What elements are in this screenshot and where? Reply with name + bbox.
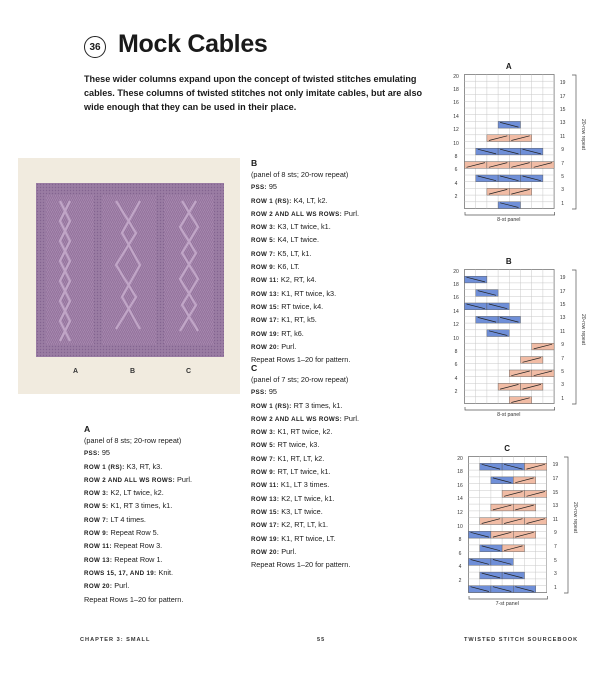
instruction-text: Purl.	[279, 546, 297, 556]
instruction-line	[251, 466, 359, 479]
ws-row-number: 14	[453, 113, 459, 120]
instruction-line	[251, 479, 359, 492]
right-twist-symbol	[465, 303, 487, 310]
instruction-text: Purl.	[342, 208, 360, 218]
instruction-line	[84, 447, 192, 460]
left-twist-symbol	[465, 162, 487, 169]
chart-letter: B	[505, 257, 512, 266]
right-twist-symbol	[480, 545, 502, 552]
ws-row-number: 8	[454, 153, 458, 160]
instruction-text: B	[251, 158, 258, 168]
left-twist-symbol	[509, 397, 531, 404]
rs-row-number: 9	[561, 147, 564, 154]
instruction-label: ROW 1 (RS):	[251, 402, 292, 410]
rs-row-number: 5	[561, 369, 564, 375]
instruction-label: ROW 9:	[84, 530, 109, 538]
instruction-line	[251, 195, 359, 208]
rs-row-number: 13	[559, 315, 566, 322]
instruction-label: ROW 15:	[251, 508, 280, 516]
instruction-line	[251, 400, 359, 413]
instruction-line	[251, 208, 359, 221]
instruction-line	[251, 386, 359, 399]
rs-row-number: 11	[559, 133, 566, 140]
rs-row-number: 19	[552, 462, 559, 469]
ws-row-number: 18	[453, 86, 459, 93]
instruction-text: RT 3 times, k1.	[291, 400, 343, 410]
chart-grid	[464, 74, 555, 209]
instruction-line	[251, 221, 359, 234]
instruction-label: ROW 15:	[251, 303, 280, 311]
right-twist-symbol	[513, 586, 535, 593]
instruction-line	[251, 493, 359, 506]
instruction-text: K5, LT, k1.	[275, 248, 312, 258]
instruction-line	[84, 461, 192, 474]
left-twist-symbol	[525, 491, 547, 498]
right-twist-symbol	[487, 330, 509, 337]
footer-chapter: CHAPTER 3: SMALL	[80, 637, 151, 643]
instruction-text: K1, RT 3 times, k1.	[108, 501, 173, 511]
right-twist-symbol	[476, 316, 498, 323]
left-twist-symbol	[513, 531, 535, 538]
instruction-line	[251, 439, 359, 452]
ws-row-number: 16	[457, 482, 463, 489]
rs-row-number: 9	[561, 342, 564, 349]
instruction-label: ROW 2 AND ALL WS ROWS:	[251, 210, 342, 218]
ws-row-number: 4	[454, 375, 458, 382]
instruction-line	[84, 514, 192, 527]
instruction-label: ROW 5:	[251, 442, 276, 450]
right-twist-symbol	[469, 586, 491, 593]
left-twist-symbol	[513, 477, 535, 484]
instruction-line	[84, 594, 192, 606]
repeat-bracket	[572, 269, 580, 405]
instruction-text: (panel of 8 sts; 20-row repeat)	[251, 170, 349, 179]
instruction-label: ROW 20:	[251, 343, 280, 351]
instruction-label: ROW 13:	[84, 556, 113, 564]
chart-letter: C	[504, 444, 511, 453]
rs-row-number: 17	[552, 475, 559, 482]
right-twist-symbol	[498, 202, 520, 209]
pattern-number-badge: 36	[84, 36, 106, 58]
instruction-line	[84, 435, 192, 447]
ws-row-number: 2	[454, 389, 458, 396]
ws-row-number: 12	[453, 322, 459, 329]
instruction-label: ROW 17:	[251, 522, 280, 530]
rs-row-number: 7	[561, 355, 564, 362]
instruction-line	[251, 181, 359, 194]
repeat-label: 20-row repeat	[572, 502, 579, 533]
instruction-text: Repeat Rows 1–20 for pattern.	[251, 560, 351, 570]
rs-row-number: 7	[554, 543, 557, 550]
ws-row-number: 8	[454, 348, 458, 355]
instruction-text: Purl.	[342, 413, 360, 423]
instruction-label: ROW 20:	[84, 583, 113, 591]
rs-row-number: 3	[561, 187, 564, 194]
instruction-text: (panel of 7 sts; 20-row repeat)	[251, 375, 349, 384]
rs-row-number: 3	[554, 571, 557, 578]
instruction-text: K4, LT, k2.	[291, 195, 328, 205]
instruction-line	[251, 559, 359, 571]
instruction-text: Repeat Row 5.	[108, 528, 159, 538]
left-twist-symbol	[532, 343, 554, 350]
instruction-text: 95	[266, 387, 277, 397]
instruction-label: ROW 7:	[251, 455, 276, 463]
instruction-line	[84, 567, 192, 580]
instruction-label: ROW 11:	[251, 482, 279, 490]
page-title: Mock Cables	[118, 30, 268, 58]
ws-row-number: 6	[454, 362, 458, 369]
instruction-label: ROW 3:	[251, 429, 276, 437]
instruction-text: Purl.	[279, 341, 297, 351]
ws-row-number: 18	[457, 469, 463, 476]
instruction-text: K2, LT twice, k2.	[108, 488, 164, 498]
instruction-line	[251, 426, 359, 439]
instruction-text: Repeat Rows 1–20 for pattern.	[251, 355, 351, 365]
swatch-label-c: C	[186, 368, 192, 375]
right-twist-symbol	[498, 121, 520, 128]
instruction-label: ROW 20:	[251, 548, 280, 556]
instruction-line	[251, 157, 359, 169]
instruction-line	[251, 234, 359, 247]
rs-row-number: 5	[554, 557, 557, 564]
instruction-label: ROW 3:	[251, 224, 276, 232]
rs-row-number: 15	[559, 107, 566, 113]
instruction-line	[251, 506, 359, 519]
instruction-line	[251, 546, 359, 559]
instruction-text: K3, LT twice.	[279, 506, 323, 516]
left-twist-symbol	[487, 135, 509, 142]
instruction-text: K1, RT, k5.	[279, 315, 317, 325]
instruction-text: RT, k6.	[279, 328, 304, 338]
instruction-line	[84, 540, 192, 553]
left-twist-symbol	[513, 504, 535, 511]
instruction-label: PSS:	[251, 184, 267, 192]
ws-row-number: 10	[457, 523, 463, 530]
intro-paragraph: These wider columns expand upon the concept of twisted stitches emulating cables. These columns of twisted stitches not only imitate cables, but are also wide enough that they can be used in their place.	[84, 74, 423, 112]
ws-row-number: 14	[457, 496, 463, 503]
right-twist-symbol	[476, 148, 498, 155]
instruction-line	[251, 328, 359, 341]
instruction-text: K6, LT.	[275, 262, 300, 272]
left-twist-symbol	[532, 162, 554, 169]
right-twist-symbol	[469, 559, 491, 566]
rs-row-number: 17	[559, 93, 566, 100]
instruction-text: RT, LT twice, k1.	[275, 467, 331, 477]
instruction-line	[84, 527, 192, 540]
right-twist-symbol	[521, 148, 543, 155]
ws-row-number: 10	[453, 140, 459, 147]
left-twist-symbol	[487, 162, 509, 169]
instruction-line	[251, 301, 359, 314]
rs-row-number: 13	[559, 120, 566, 127]
instruction-text: K2, RT, LT, k1.	[279, 520, 329, 530]
left-twist-symbol	[502, 518, 524, 525]
instruction-line	[84, 554, 192, 567]
repeat-label: 20-row repeat	[579, 314, 586, 345]
instruction-text: 95	[99, 448, 110, 458]
instruction-label: ROW 11:	[84, 543, 112, 551]
instruction-line	[251, 274, 359, 287]
right-twist-symbol	[480, 463, 502, 470]
instruction-label: ROW 5:	[84, 503, 109, 511]
chart-grid	[464, 269, 555, 404]
right-twist-symbol	[502, 463, 524, 470]
instruction-label: ROW 7:	[251, 250, 276, 258]
right-twist-symbol	[480, 572, 502, 579]
knitted-swatch-image	[36, 183, 224, 357]
pattern-a-instructions	[84, 423, 192, 606]
instruction-label: ROW 2 AND ALL WS ROWS:	[251, 415, 342, 423]
ws-row-number: 18	[453, 281, 459, 288]
instruction-text: K1, RT twice, k2.	[275, 427, 333, 437]
instruction-label: PSS:	[84, 450, 100, 458]
instruction-line	[251, 533, 359, 546]
instruction-text: 95	[266, 182, 277, 192]
instruction-text: LT 4 times.	[108, 514, 146, 524]
instruction-line	[84, 580, 192, 593]
instruction-text: Repeat Row 3.	[111, 541, 163, 551]
rs-row-number: 15	[552, 489, 559, 496]
instruction-label: ROW 9:	[251, 264, 276, 272]
instruction-label: ROW 1 (RS):	[84, 463, 125, 471]
right-twist-symbol	[487, 303, 509, 310]
instruction-label: ROW 13:	[251, 290, 280, 298]
instruction-label: ROW 3:	[84, 490, 109, 498]
rs-row-number: 15	[559, 302, 566, 308]
left-twist-symbol	[487, 188, 509, 195]
instruction-text: K2, LT twice, k1.	[279, 493, 335, 503]
left-twist-symbol	[525, 518, 547, 525]
instruction-line	[251, 169, 359, 181]
instruction-line	[84, 423, 192, 435]
instruction-text: Purl.	[175, 474, 193, 484]
right-twist-symbol	[498, 316, 520, 323]
ws-row-number: 12	[453, 127, 459, 134]
right-twist-symbol	[476, 290, 498, 297]
right-twist-symbol	[498, 175, 520, 182]
instruction-label: ROWS 15, 17, AND 19:	[84, 569, 157, 577]
left-twist-symbol	[491, 531, 513, 538]
ws-row-number: 10	[453, 335, 459, 342]
left-twist-symbol	[521, 383, 543, 390]
rs-row-number: 1	[561, 395, 564, 402]
panel-label: 8-st panel	[497, 217, 521, 223]
ws-row-number: 20	[453, 268, 459, 275]
instruction-line	[251, 248, 359, 261]
left-twist-symbol	[509, 162, 531, 169]
instruction-text: Knit.	[156, 567, 174, 577]
right-twist-symbol	[521, 175, 543, 182]
left-twist-symbol	[502, 491, 524, 498]
ws-row-number: 16	[453, 295, 459, 302]
right-twist-symbol	[469, 531, 491, 538]
rs-row-number: 17	[559, 288, 566, 295]
rs-row-number: 3	[561, 382, 564, 389]
swatch-label-b: B	[130, 368, 136, 375]
ws-row-number: 20	[453, 73, 459, 80]
instruction-line	[251, 362, 359, 374]
instruction-text: K3, LT twice, k1.	[275, 222, 331, 232]
ws-row-number: 8	[458, 537, 462, 544]
instruction-label: ROW 2 AND ALL WS ROWS:	[84, 476, 175, 484]
instruction-label: ROW 19:	[251, 330, 280, 338]
instruction-line	[251, 261, 359, 274]
instruction-label: ROW 9:	[251, 469, 276, 477]
rs-row-number: 19	[559, 80, 566, 87]
instruction-text: RT twice, k4.	[279, 301, 324, 311]
chart-grid	[468, 456, 547, 593]
ws-row-number: 2	[458, 577, 462, 584]
right-twist-symbol	[491, 559, 513, 566]
left-twist-symbol	[502, 545, 524, 552]
rs-row-number: 1	[561, 200, 564, 207]
instruction-line	[251, 453, 359, 466]
instruction-text: K2, RT, k4.	[278, 275, 317, 285]
right-twist-symbol	[491, 477, 513, 484]
ws-row-number: 6	[458, 550, 462, 557]
instruction-line	[251, 374, 359, 386]
pattern-b-instructions	[251, 157, 359, 366]
rs-row-number: 1	[554, 584, 557, 591]
instruction-text: K1, RT twice, LT.	[279, 533, 336, 543]
pattern-c-instructions	[251, 362, 359, 571]
instruction-label: PSS:	[251, 389, 267, 397]
left-twist-symbol	[532, 370, 554, 377]
instruction-line	[251, 288, 359, 301]
right-twist-symbol	[476, 175, 498, 182]
ws-row-number: 16	[453, 100, 459, 107]
footer-page-number: 55	[317, 637, 326, 643]
instruction-label: ROW 1 (RS):	[251, 197, 292, 205]
instruction-label: ROW 11:	[251, 277, 279, 285]
left-twist-symbol	[521, 357, 543, 364]
instruction-line	[84, 500, 192, 513]
instruction-text: Repeat Row 1.	[112, 554, 163, 564]
rs-row-number: 11	[552, 516, 558, 523]
ws-row-number: 4	[458, 564, 462, 571]
instruction-label: ROW 7:	[84, 516, 109, 524]
panel-label: 7-st panel	[495, 601, 519, 607]
right-twist-symbol	[491, 586, 513, 593]
instruction-line	[84, 474, 192, 487]
rs-row-number: 11	[559, 328, 566, 335]
instruction-text: (panel of 8 sts; 20-row repeat)	[84, 436, 182, 445]
swatch-label-a: A	[73, 368, 79, 375]
left-twist-symbol	[525, 463, 547, 470]
instruction-text: A	[84, 424, 91, 434]
instruction-text: K1, RT, LT, k2.	[275, 453, 325, 463]
ws-row-number: 6	[454, 167, 458, 174]
instruction-line	[84, 487, 192, 500]
repeat-bracket	[572, 74, 580, 210]
instruction-text: K3, RT, k3.	[124, 461, 163, 471]
footer-book-title: TWISTED STITCH SOURCEBOOK	[464, 637, 579, 643]
left-twist-symbol	[509, 135, 531, 142]
rs-row-number: 13	[552, 503, 559, 510]
instruction-line	[251, 519, 359, 532]
instruction-line	[251, 314, 359, 327]
right-twist-symbol	[498, 148, 520, 155]
instruction-label: ROW 19:	[251, 535, 280, 543]
left-twist-symbol	[509, 370, 531, 377]
left-twist-symbol	[498, 383, 520, 390]
left-twist-symbol	[509, 188, 531, 195]
instruction-label: ROW 17:	[251, 317, 280, 325]
ws-row-number: 2	[454, 194, 458, 201]
ws-row-number: 12	[457, 509, 463, 516]
instruction-label: ROW 13:	[251, 495, 280, 503]
ws-row-number: 14	[453, 308, 459, 315]
rs-row-number: 5	[561, 174, 564, 180]
instruction-text: Purl.	[112, 581, 130, 591]
instruction-label: ROW 5:	[251, 237, 276, 245]
ws-row-number: 4	[454, 180, 458, 187]
instruction-text: K1, RT twice, k3.	[279, 288, 337, 298]
instruction-text: K1, LT 3 times.	[278, 480, 330, 490]
instruction-line	[251, 341, 359, 354]
instruction-text: C	[251, 363, 258, 373]
repeat-label: 20-row repeat	[579, 119, 586, 150]
left-twist-symbol	[491, 504, 513, 511]
rs-row-number: 7	[561, 160, 564, 167]
instruction-line	[251, 413, 359, 426]
instruction-text: Repeat Rows 1–20 for pattern.	[84, 594, 184, 604]
right-twist-symbol	[465, 276, 487, 283]
right-twist-symbol	[502, 572, 524, 579]
ws-row-number: 20	[457, 455, 463, 462]
panel-label: 8-st panel	[497, 412, 521, 418]
rs-row-number: 9	[554, 530, 557, 537]
rs-row-number: 19	[559, 275, 566, 282]
instruction-text: RT twice, k3.	[275, 440, 320, 450]
left-twist-symbol	[480, 518, 502, 525]
chart-letter: A	[505, 62, 512, 71]
instruction-text: K4, LT twice.	[275, 235, 319, 245]
